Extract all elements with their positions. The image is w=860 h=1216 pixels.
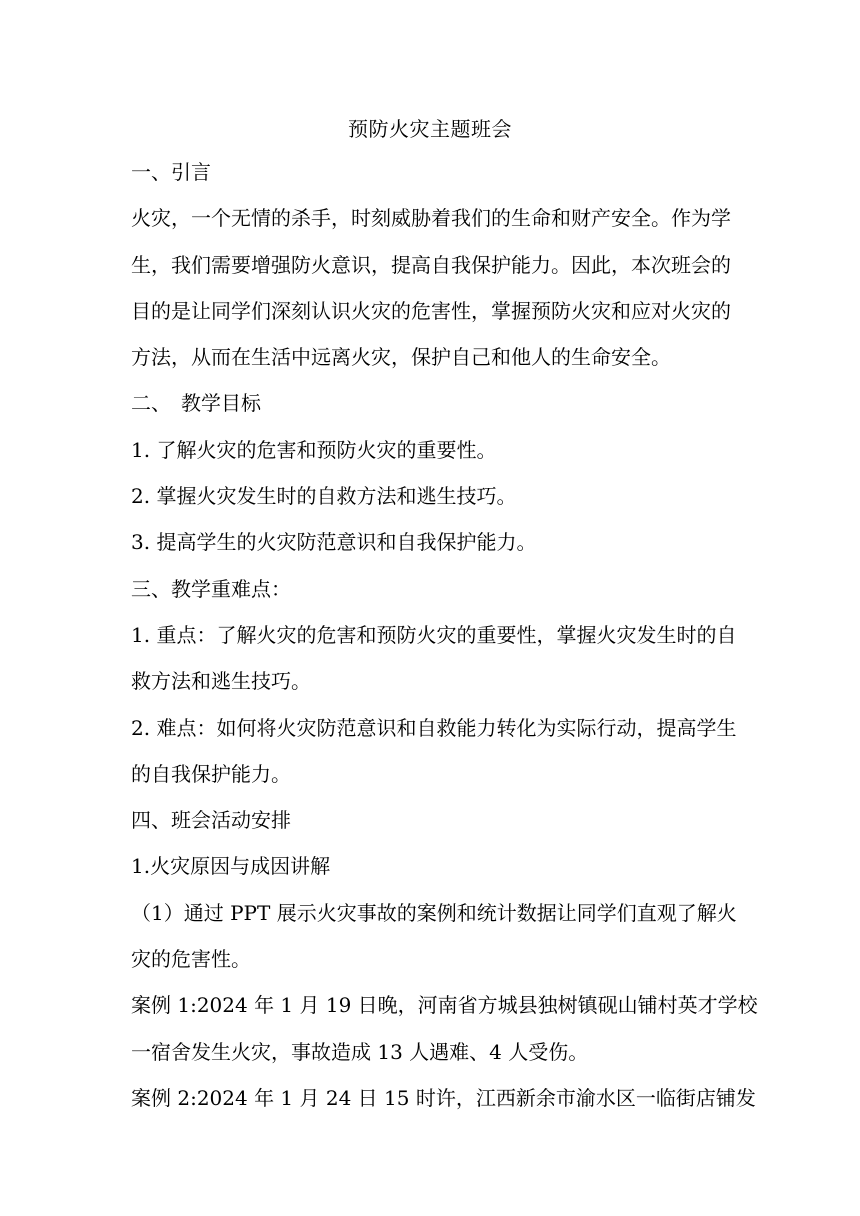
- section-heading-goals: 二、 教学目标: [131, 391, 261, 416]
- document-title: 预防火灾主题班会: [348, 117, 512, 141]
- list-item: 3. 提高学生的火灾防范意识和自我保护能力。: [131, 530, 537, 555]
- section-heading-keypoints: 三、教学重难点：: [131, 576, 291, 601]
- case-line: 案例 1:2024 年 1 月 19 日晚，河南省方城县独树镇砚山铺村英才学校: [131, 993, 758, 1018]
- paragraph-line: 灾的危害性。: [131, 947, 251, 972]
- list-item: 2. 难点：如何将火灾防范意识和自救能力转化为实际行动，提高学生: [131, 715, 737, 740]
- list-item: 2. 掌握火灾发生时的自救方法和逃生技巧。: [131, 484, 517, 509]
- section-heading-activities: 四、班会活动安排: [131, 808, 291, 833]
- subsection-heading: 1.火灾原因与成因讲解: [131, 854, 331, 879]
- paragraph-line: 目的是让同学们深刻认识火灾的危害性，掌握预防火灾和应对火灾的: [131, 298, 731, 323]
- paragraph-line: 生，我们需要增强防火意识，提高自我保护能力。因此，本次班会的: [131, 252, 731, 277]
- paragraph-line: 火灾，一个无情的杀手，时刻威胁着我们的生命和财产安全。作为学: [131, 206, 731, 231]
- document-body: [131, 157, 758, 1129]
- case-line: 一宿舍发生火灾，事故造成 13 人遇难、4 人受伤。: [131, 1039, 589, 1064]
- paragraph-line: 方法，从而在生活中远离火灾，保护自己和他人的生命安全。: [131, 345, 671, 370]
- list-item: 1. 重点：了解火灾的危害和预防火灾的重要性，掌握火灾发生时的自: [131, 622, 737, 647]
- list-item: 1. 了解火灾的危害和预防火灾的重要性。: [131, 437, 497, 462]
- paragraph-line: （1）通过 PPT 展示火灾事故的案例和统计数据让同学们直观了解火: [131, 900, 737, 925]
- section-heading-intro: 一、引言: [131, 160, 211, 184]
- list-item-continued: 救方法和逃生技巧。: [131, 669, 311, 694]
- list-item-continued: 的自我保护能力。: [131, 761, 291, 786]
- case-line: 案例 2:2024 年 1 月 24 日 15 时许，江西新余市渝水区一临街店铺发: [131, 1085, 756, 1110]
